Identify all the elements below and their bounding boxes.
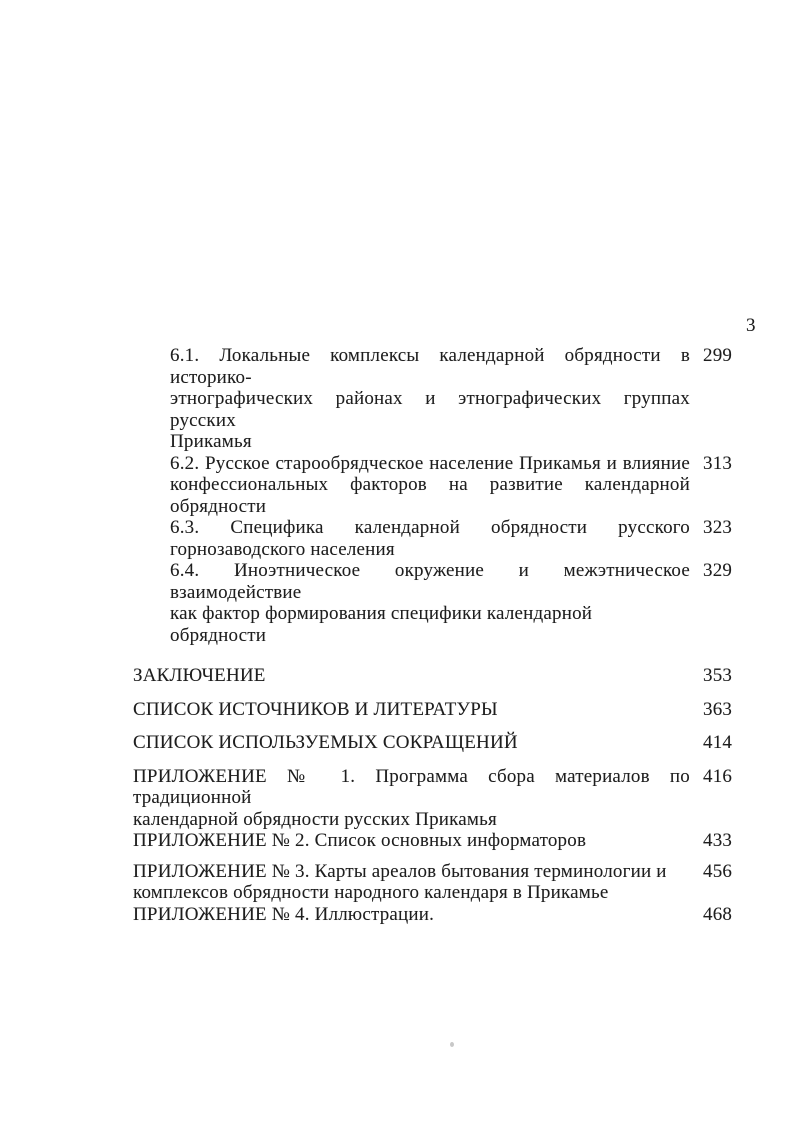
toc-entry-text (133, 560, 690, 646)
toc-page-number: 416 (703, 765, 733, 787)
toc-entry-text (133, 453, 690, 518)
toc-page-number: 329 (703, 560, 733, 581)
toc-line: ПРИЛОЖЕНИЕ № 1. Программа сбора материалов по традиционной (133, 765, 690, 808)
toc-page-number: 299 (703, 345, 733, 366)
toc-line: этнографических районах и этнографических группах русских (170, 388, 690, 431)
toc-entry (133, 665, 745, 687)
toc-line: обрядности (170, 495, 267, 517)
toc-entry (133, 699, 745, 721)
toc (133, 345, 745, 925)
toc-line: горнозаводского населения (170, 538, 395, 560)
toc-page-number: 323 (703, 517, 733, 538)
toc-entry-text (133, 766, 690, 831)
toc-page-number: 433 (703, 830, 733, 851)
toc-line: Прикамья (170, 431, 252, 452)
toc-entry (133, 517, 745, 560)
toc-line: конфессиональных факторов на развитие календарной (170, 474, 690, 495)
toc-entry (133, 453, 745, 518)
toc-entry (133, 345, 745, 453)
scan-speck-dot (450, 1042, 454, 1047)
toc-entry-text (133, 904, 690, 926)
toc-entry (133, 732, 745, 754)
toc-entry (133, 861, 745, 904)
toc-entry-text (133, 830, 690, 852)
toc-line: 6.3. Специфика календарной обрядности русского (170, 517, 690, 538)
toc-entry-text (133, 665, 690, 687)
toc-line: 6.1. Локальные комплексы календарной обрядности в историко- (170, 345, 690, 388)
toc-page-number: 414 (703, 732, 733, 753)
toc-line: СПИСОК ИСТОЧНИКОВ И ЛИТЕРАТУРЫ (133, 698, 498, 720)
toc-line: ПРИЛОЖЕНИЕ № 3. Карты ареалов бытования терминологии и (133, 860, 667, 882)
toc-entry (133, 766, 745, 831)
toc-line: СПИСОК ИСПОЛЬЗУЕМЫХ СОКРАЩЕНИЙ (133, 732, 518, 753)
toc-page-number: 363 (703, 698, 733, 720)
toc-entry-text (133, 699, 690, 721)
toc-line: ПРИЛОЖЕНИЕ № 2. Список основных информаторов (133, 830, 587, 851)
toc-entry (133, 560, 745, 646)
toc-line: календарной обрядности русских Прикамья (133, 808, 497, 830)
toc-entry-text (133, 732, 690, 754)
toc-entry-text (133, 861, 690, 904)
toc-line: 6.2. Русское старообрядческое население Прикамья и влияние (170, 452, 690, 474)
toc-entry (133, 830, 745, 852)
toc-line: ПРИЛОЖЕНИЕ № 4. Иллюстрации. (133, 903, 435, 925)
toc-line: как фактор формирования специфики календарной обрядности (170, 603, 593, 646)
toc-line: комплексов обрядности народного календаря в Прикамье (133, 882, 609, 903)
toc-line: 6.4. Иноэтническое окружение и межэтническое взаимодействие (170, 560, 690, 603)
toc-line: ЗАКЛЮЧЕНИЕ (133, 665, 266, 686)
toc-entry-text (133, 345, 690, 453)
toc-page-number: 468 (703, 903, 733, 925)
page-number: 3 (746, 315, 756, 336)
toc-page-number: 456 (703, 860, 733, 882)
toc-entry-text (133, 517, 690, 560)
toc-page-number: 313 (703, 452, 733, 474)
toc-entry (133, 904, 745, 926)
toc-page-number: 353 (703, 665, 733, 686)
